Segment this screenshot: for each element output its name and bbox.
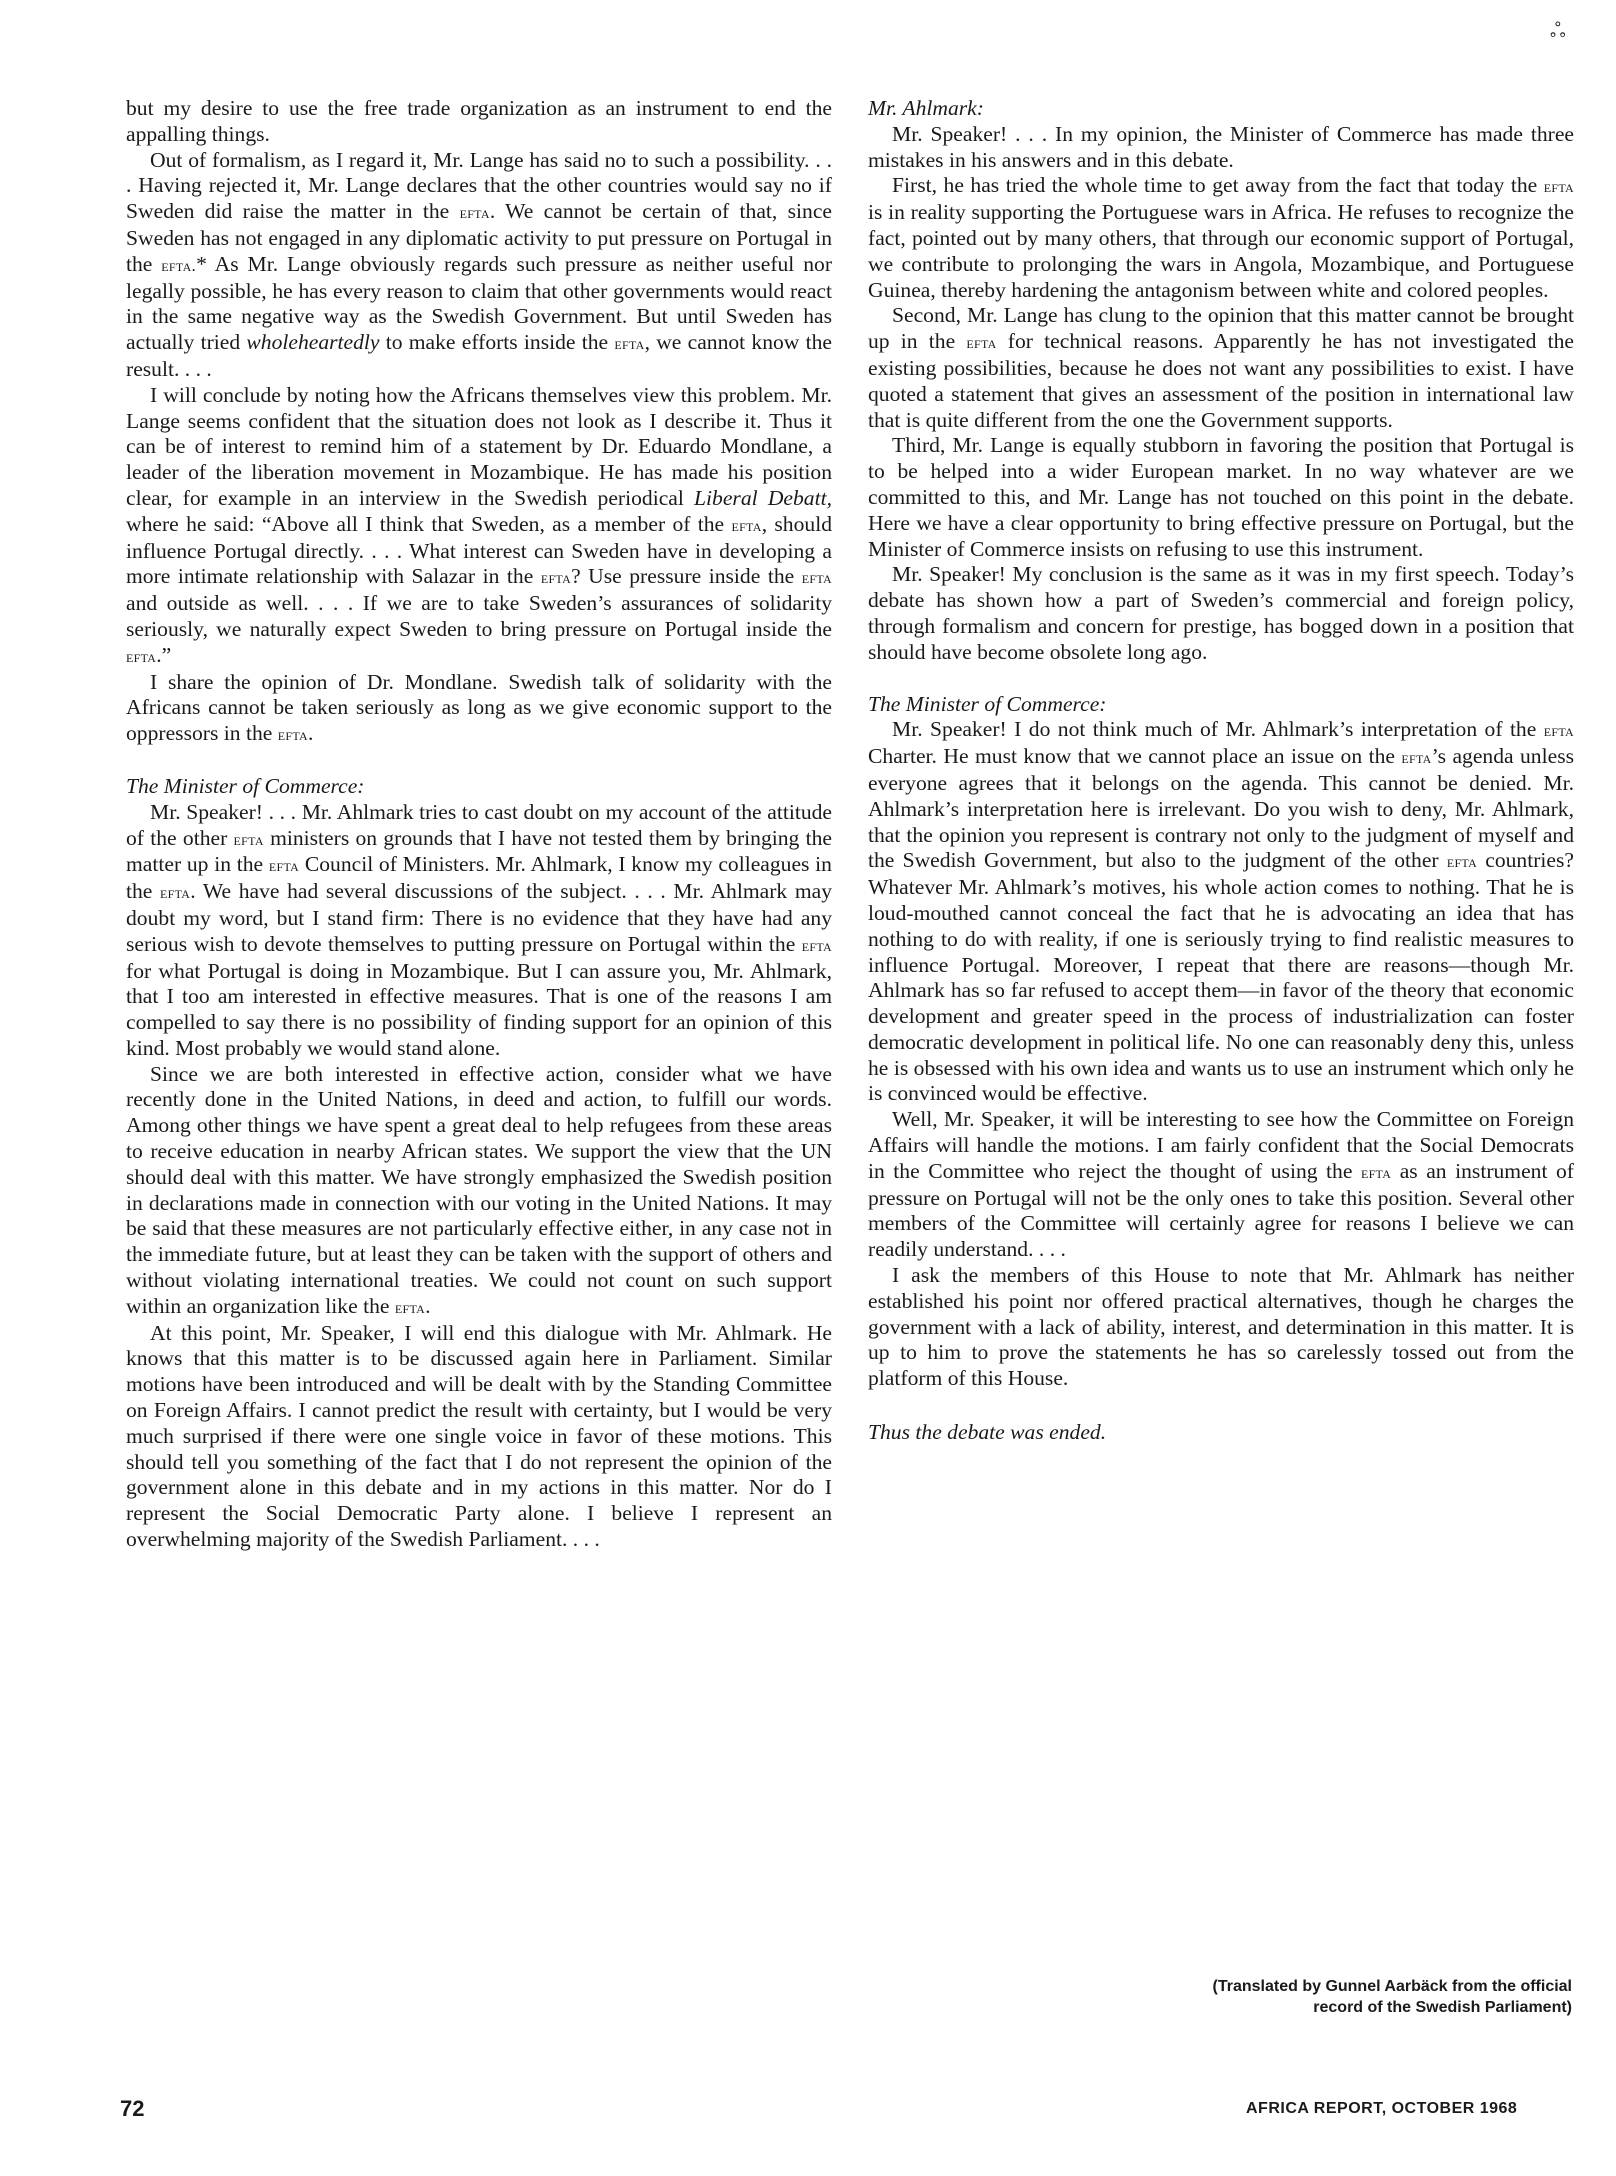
acronym: efta	[459, 203, 490, 223]
translation-credit	[1100, 1976, 1572, 2018]
left-column	[126, 96, 832, 1553]
acronym: efta	[1543, 177, 1574, 197]
acronym: efta	[1360, 1162, 1392, 1182]
credit-line: record of the Swedish Parliament)	[1313, 1999, 1572, 2016]
running-footer: AFRICA REPORT, OCTOBER 1968	[1246, 2100, 1518, 2117]
paragraph: Mr. Speaker! . . . Mr. Ahlmark tries to cast doubt on my account of the attitude of the other efta ministers on grounds that I have not tested them by bringing the matter up in the efta Council of Ministers. Mr. Ahlmark, I know my colleagues in the efta. We have had several discussions of the subject. . . . Mr. Ahlmark may doubt my word, but I stand firm: There is no evidence that they have had any serious wish to devote themselves to putting pressure on Portugal within the efta for what Portugal is doing in Mozambique. But I can assure you, Mr. Ahlmark, that I too am interested in effective measures. That is one of the reasons I am compelled to say there is no possibility of finding support for an opinion of this kind. Most probably we would stand alone.	[126, 799, 832, 1060]
speaker-heading: Mr. Ahlmark:	[868, 96, 984, 120]
acronym: efta	[801, 935, 832, 955]
paragraph: I share the opinion of Dr. Mondlane. Swedish talk of solidarity with the Africans cannot be taken seriously as long as we give economic support to the oppressors in the efta.	[126, 669, 832, 746]
closing-note: Thus the debate was ended.	[868, 1420, 1107, 1445]
corner-mark: ஃ	[1550, 20, 1566, 42]
acronym: efta	[801, 568, 832, 588]
paragraph: Second, Mr. Lange has clung to the opinion that this matter cannot be brought up in the efta for technical reasons. Apparently he has not investigated the existing possibilities, because he does not want any possibilities to exist. I have quoted a statement that gives an assessment of the position in international law that is quite different from the one the Government supports.	[868, 303, 1574, 432]
acronym: efta	[394, 1297, 426, 1317]
paragraph: At this point, Mr. Speaker, I will end this dialogue with Mr. Ahlmark. He knows that this matter is to be discussed again here in Parliament. Similar motions have been introduced and will be dealt with by the Standing Committee on Foreign Affairs. I cannot predict the result with certainty, but I would be very much surprised if there were one single voice in favor of these motions. This should tell you something of the fact that I do not represent the opinion of the government alone in this debate and in my actions in this matter. Nor do I represent the Social Democratic Party alone. I believe I represent an overwhelming majority of the Swedish Parliament. . . .	[126, 1320, 832, 1552]
paragraph: Out of formalism, as I regard it, Mr. Lange has said no to such a possibility. . . . Having rejected it, Mr. Lange declares that the other countries would say no if Sweden did raise the matter in the efta. We cannot be certain of that, since Sweden has not engaged in any diplomatic activity to put pressure on Portugal in the efta.* As Mr. Lange obviously regards such pressure as neither useful nor legally possible, he has every reason to claim that other governments would react in the same negative way as the Swedish Government. But until Sweden has actually tried wholeheartedly to make efforts inside the efta, we cannot know the result. . . .	[126, 147, 833, 381]
acronym: efta	[233, 829, 264, 849]
acronym: efta	[160, 883, 191, 903]
acronym: efta	[540, 568, 572, 588]
acronym: efta	[1446, 852, 1478, 872]
paragraph: Mr. Speaker! I do not think much of Mr. Ahlmark’s interpretation of the efta Charter. He must know that we cannot place an issue on the efta’s agenda unless everyone agrees that it belongs on the agenda. This cannot be denied. Mr. Ahlmark’s interpretation here is irrelevant. Do you wish to deny, Mr. Ahlmark, that the opinion you represent is contrary not only to the judgment of myself and the Swedish Government, but also to the judgment of the other efta countries? Whatever Mr. Ahlmark’s motives, his whole action comes to nothing. That he is loud-mouthed cannot conceal the fact that he is advocating an idea that has nothing to do with reality, if one is seriously trying to find realistic measures to influence Portugal. Moreover, I repeat that there are reasons—though Mr. Ahlmark has so far refused to accept them—in favor of the theory that economic development and greater speed in the process of industrialization can foster democratic development in political life. No one can reasonably deny this, unless he is obsessed with his own idea and wants us to use an instrument which only he is convinced would be effective.	[868, 717, 1574, 1106]
acronym: efta	[731, 515, 762, 535]
acronym: efta	[966, 333, 997, 353]
credit-line: (Translated by Gunnel Aarbäck from the official	[1212, 1978, 1572, 1995]
paragraph: Mr. Speaker! . . . In my opinion, the Minister of Commerce has made three mistakes in his answers and in this debate.	[868, 121, 1574, 172]
paragraph: Well, Mr. Speaker, it will be interesting to see how the Committee on Foreign Affairs will handle the motions. I am fairly confident that the Social Democrats in the Committee who reject the thought of using the efta as an instrument of pressure on Portugal will not be the only ones to take this position. Several other members of the Committee will certainly agree for reasons I believe we can readily understand. . . .	[868, 1107, 1574, 1262]
acronym: efta	[277, 725, 308, 745]
page-number: 72	[120, 2096, 145, 2121]
right-column	[868, 96, 1574, 1445]
paragraph: First, he has tried the whole time to get away from the fact that today the efta is in reality supporting the Portuguese wars in Africa. He refuses to recognize the fact, pointed out by many others, that through our economic support of Portugal, we contribute to prolonging the wars in Angola, Mozambique, and Portuguese Guinea, thereby hardening the antagonism between white and colored peoples.	[868, 173, 1574, 302]
paragraph: I will conclude by noting how the Africans themselves view this problem. Mr. Lange seems confident that the situation does not look as I describe it. Thus it can be of interest to remind him of a statement by Dr. Eduardo Mondlane, a leader of the liberation movement in Mozambique. He has made his position clear, for example in an interview in the Swedish periodical Liberal Debatt, where he said: “Above all I think that Sweden, as a member of the efta, should influence Portugal directly. . . . What interest can Sweden have in developing a more intimate relationship with Salazar in the efta? Use pressure inside the efta and outside as well. . . . If we are to take Sweden’s assurances of solidarity seriously, we naturally expect Sweden to bring pressure on Portugal inside the efta.”	[126, 382, 832, 667]
speaker-heading: The Minister of Commerce:	[126, 773, 365, 798]
acronym: efta	[614, 334, 645, 354]
speaker-heading: The Minister of Commerce:	[868, 691, 1107, 716]
acronym: efta.	[161, 255, 197, 275]
acronym: efta	[1401, 748, 1432, 768]
acronym: efta	[126, 646, 157, 666]
acronym: efta	[1543, 721, 1574, 741]
paragraph: Mr. Speaker! My conclusion is the same as it was in my first speech. Today’s debate has shown how a part of Sweden’s commercial and foreign policy, through formalism and concern for prestige, has bogged down in a position that should have become obsolete long ago.	[868, 562, 1574, 664]
paragraph: but my desire to use the free trade organization as an instrument to end the appalling things.	[126, 96, 832, 146]
acronym: efta	[268, 856, 300, 876]
paragraph: Third, Mr. Lange is equally stubborn in favoring the position that Portugal is to be helped into a wider European market. In no way whatever are we committed to this, and Mr. Lange has not touched on this point in the debate. Here we have a clear opportunity to bring effective pressure on Portugal, but the Minister of Commerce insists on refusing to use this instrument.	[868, 433, 1574, 561]
paragraph: I ask the members of this House to note that Mr. Ahlmark has neither established his point nor offered practical alternatives, though he charges the government with a lack of ability, interest, and determination in this matter. It is up to him to prove the statements he has so carelessly tossed out from the platform of this House.	[868, 1263, 1574, 1391]
paragraph: Since we are both interested in effective action, consider what we have recently done in the United Nations, in deed and action, to fulfill our words. Among other things we have spent a great deal to help refugees from these areas to receive education in nearby African states. We support the view that the UN should deal with this matter. We have strongly emphasized the Swedish position in declarations made in connection with our voting in the United Nations. It may be said that these measures are not particularly effective either, in any case not in the immediate future, but at least they can be taken with the support of others and without violating international treaties. We could not count on such support within an organization like the efta.	[126, 1061, 832, 1318]
